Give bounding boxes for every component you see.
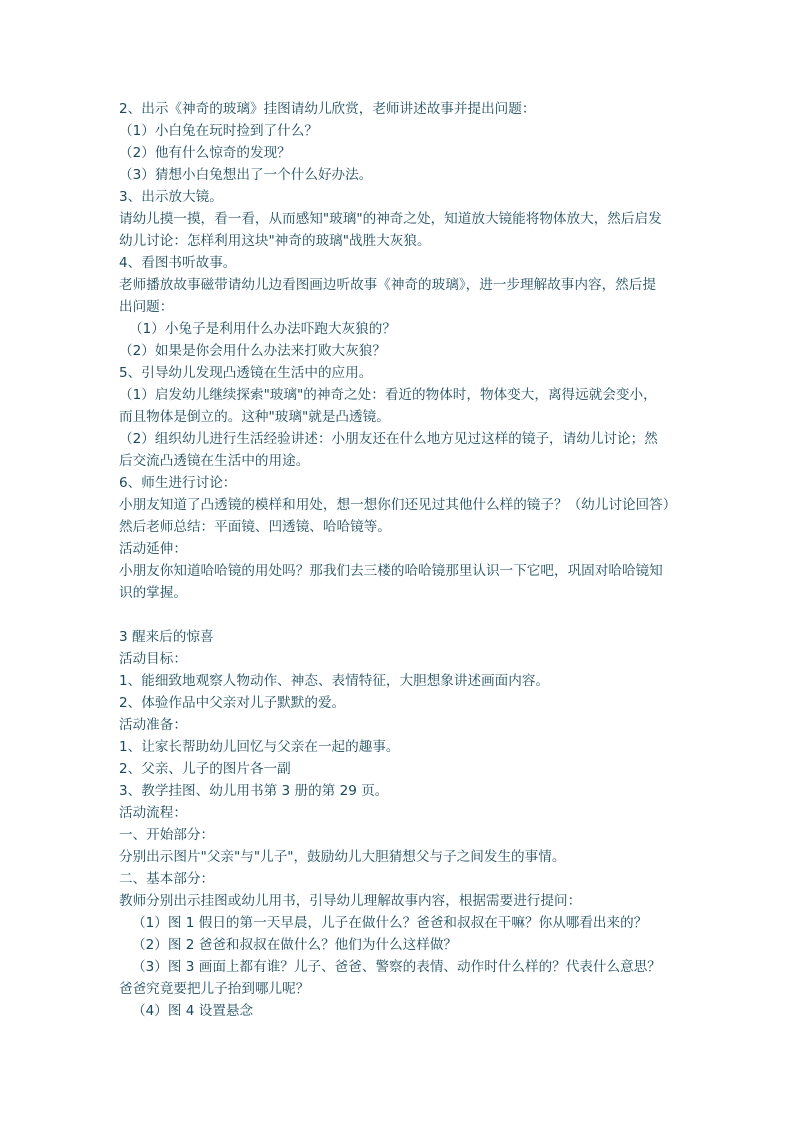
blank-line	[119, 604, 689, 626]
text-line: 2、体验作品中父亲对儿子默默的爱。	[119, 695, 346, 711]
text-line: （1）小兔子是利用什么办法吓跑大灰狼的？	[129, 321, 396, 337]
text-line: 活动延伸：	[119, 541, 187, 557]
text-line: 1、让家长帮助幼儿回忆与父亲在一起的趣事。	[119, 739, 400, 755]
text-line: （1）图 1 假日的第一天早晨，儿子在做什么？爸爸和叔叔在干嘛？你从哪看出来的？	[132, 915, 648, 931]
text-line: 6、师生进行讨论：	[119, 475, 237, 491]
text-line: 教师分别出示挂图或幼儿用书，引导幼儿理解故事内容，根据需要进行提问：	[119, 893, 582, 909]
text-line: （2）组织幼儿进行生活经验讲述：小朋友还在什么地方见过这样的镜子，请幼儿讨论；然	[119, 431, 658, 447]
text-line: 3、出示放大镜。	[119, 189, 223, 205]
text-line: （3）猜想小白兔想出了一个什么好办法。	[119, 167, 373, 183]
text-line: （3）图 3 画面上都有谁？儿子、爸爸、警察的表情、动作时什么样的？代表什么意思？	[132, 959, 661, 975]
text-line: 出问题：	[119, 299, 174, 315]
text-line: （2）如果是你会用什么办法来打败大灰狼？	[119, 343, 386, 359]
text-line: （2）他有什么惊奇的发现？	[119, 145, 291, 161]
text-line: 活动流程：	[119, 805, 187, 821]
text-line: 活动目标：	[119, 651, 187, 667]
text-line: 请幼儿摸一摸，看一看，从而感知"玻璃"的神奇之处，知道放大镜能将物体放大，然后启发	[119, 211, 662, 227]
text-line: 2、出示《神奇的玻璃》挂图请幼儿欣赏，老师讲述故事并提出问题：	[119, 101, 536, 117]
text-line: 5、引导幼儿发现凸透镜在生活中的应用。	[119, 365, 373, 381]
text-line: 而且物体是倒立的。这种"玻璃"就是凸透镜。	[119, 409, 390, 425]
text-line: 活动准备：	[119, 717, 187, 733]
text-line: 3 醒来后的惊喜	[119, 629, 214, 645]
text-line: 2、父亲、儿子的图片各一副	[119, 761, 291, 777]
text-line: 爸爸究竟要把儿子抬到哪儿呢？	[119, 981, 310, 997]
text-line: 小朋友知道了凸透镜的模样和用处，想一想你们还见过其他什么样的镜子？（幼儿讨论回答）	[119, 497, 677, 513]
text-line: 老师播放故事磁带请幼儿边看图画边听故事《神奇的玻璃》，进一步理解故事内容，然后提	[119, 277, 656, 293]
text-line: 二、基本部分：	[119, 871, 215, 887]
text-line: 4、看图书听故事。	[119, 255, 237, 271]
text-line: （2）图 2 爸爸和叔叔在做什么？他们为什么这样做？	[132, 937, 458, 953]
text-line: 3、教学挂图、幼儿用书第 3 册的第 29 页。	[119, 783, 389, 799]
text-line: 分别出示图片"父亲"与"儿子"，鼓励幼儿大胆猜想父与子之间发生的事情。	[119, 849, 566, 865]
text-line: 小朋友你知道哈哈镜的用处吗？那我们去三楼的哈哈镜那里认识一下它吧，巩固对哈哈镜知	[119, 563, 663, 579]
text-line: 后交流凸透镜在生活中的用途。	[119, 453, 310, 469]
document-body	[119, 98, 689, 1022]
text-line: （1）小白兔在玩时捡到了什么？	[119, 123, 318, 139]
text-line: 一、开始部分：	[119, 827, 215, 843]
text-line: 1、能细致地观察人物动作、神态、表情特征，大胆想象讲述画面内容。	[119, 673, 550, 689]
text-line: （4）图 4 设置悬念	[132, 1003, 254, 1019]
text-line: （1）启发幼儿继续探索"玻璃"的神奇之处：看近的物体时，物体变大，离得远就会变小，	[119, 387, 657, 403]
text-line: 然后老师总结：平面镜、凹透镜、哈哈镜等。	[119, 519, 391, 535]
text-line: 幼儿讨论：怎样利用这块"神奇的玻璃"战胜大灰狼。	[119, 233, 431, 249]
text-line: 识的掌握。	[119, 585, 187, 601]
